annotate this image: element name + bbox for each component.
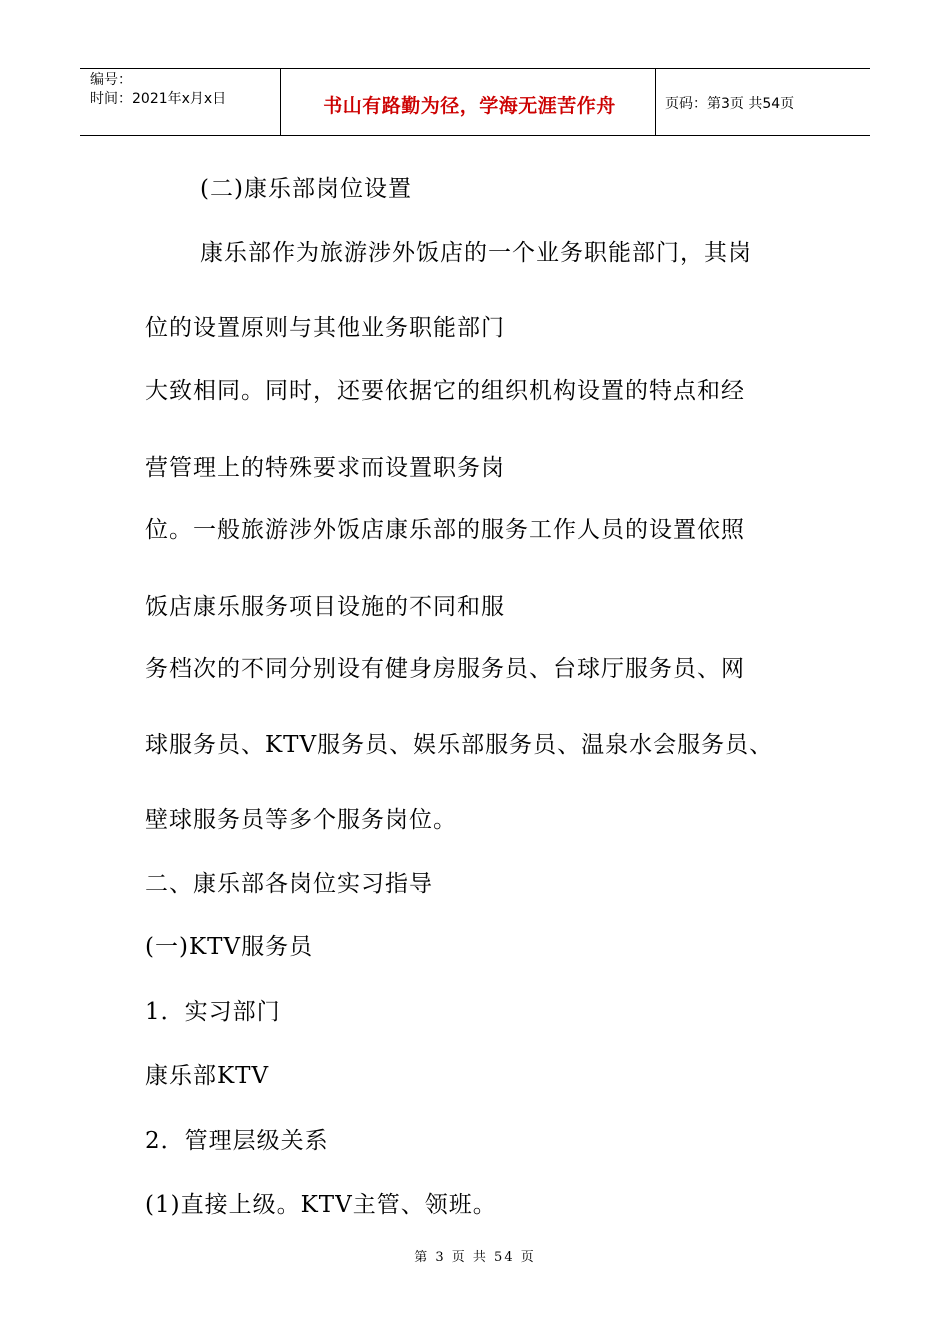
paragraph-line: 位。一般旅游涉外饭店康乐部的服务工作人员的设置依照 [145,517,745,543]
header-motto: 书山有路勤为径，学海无涯苦作舟 [323,95,616,117]
paragraph-line: 位的设置原则与其他业务职能部门 [145,315,505,341]
paragraph-line: 饭店康乐服务项目设施的不同和服 [145,594,505,620]
section-heading: (二)康乐部岗位设置 [200,176,412,202]
paragraph-line: 康乐部KTV [145,1063,270,1089]
header-meta [90,71,226,109]
list-item: (1)直接上级。KTV主管、领班。 [145,1192,497,1218]
section-heading: 二、康乐部各岗位实习指导 [145,871,433,897]
paragraph-line: 务档次的不同分别设有健身房服务员、台球厅服务员、网 [145,656,745,682]
paragraph-line: 大致相同。同时，还要依据它的组织机构设置的特点和经 [145,378,745,404]
page-header [80,68,870,136]
paragraph-line: 球服务员、KTV服务员、娱乐部服务员、温泉水会服务员、 [145,732,774,758]
subsection-heading: (一)KTV服务员 [145,934,314,960]
header-page-info: 页码：第3页 共54页 [665,96,795,112]
paragraph-line: 营管理上的特殊要求而设置职务岗 [145,455,505,481]
header-divider-left [280,69,281,135]
paragraph-line: 壁球服务员等多个服务岗位。 [145,807,457,833]
list-item: 1．实习部门 [145,999,281,1025]
code-label: 编号： [90,72,132,88]
list-item: 2．管理层级关系 [145,1128,329,1154]
page-footer: 第 3 页 共 54 页 [414,1250,536,1265]
header-divider-right [655,69,656,135]
paragraph-line: 康乐部作为旅游涉外饭店的一个业务职能部门，其岗 [200,240,752,266]
date-label: 时间：2021年x月x日 [90,91,227,107]
